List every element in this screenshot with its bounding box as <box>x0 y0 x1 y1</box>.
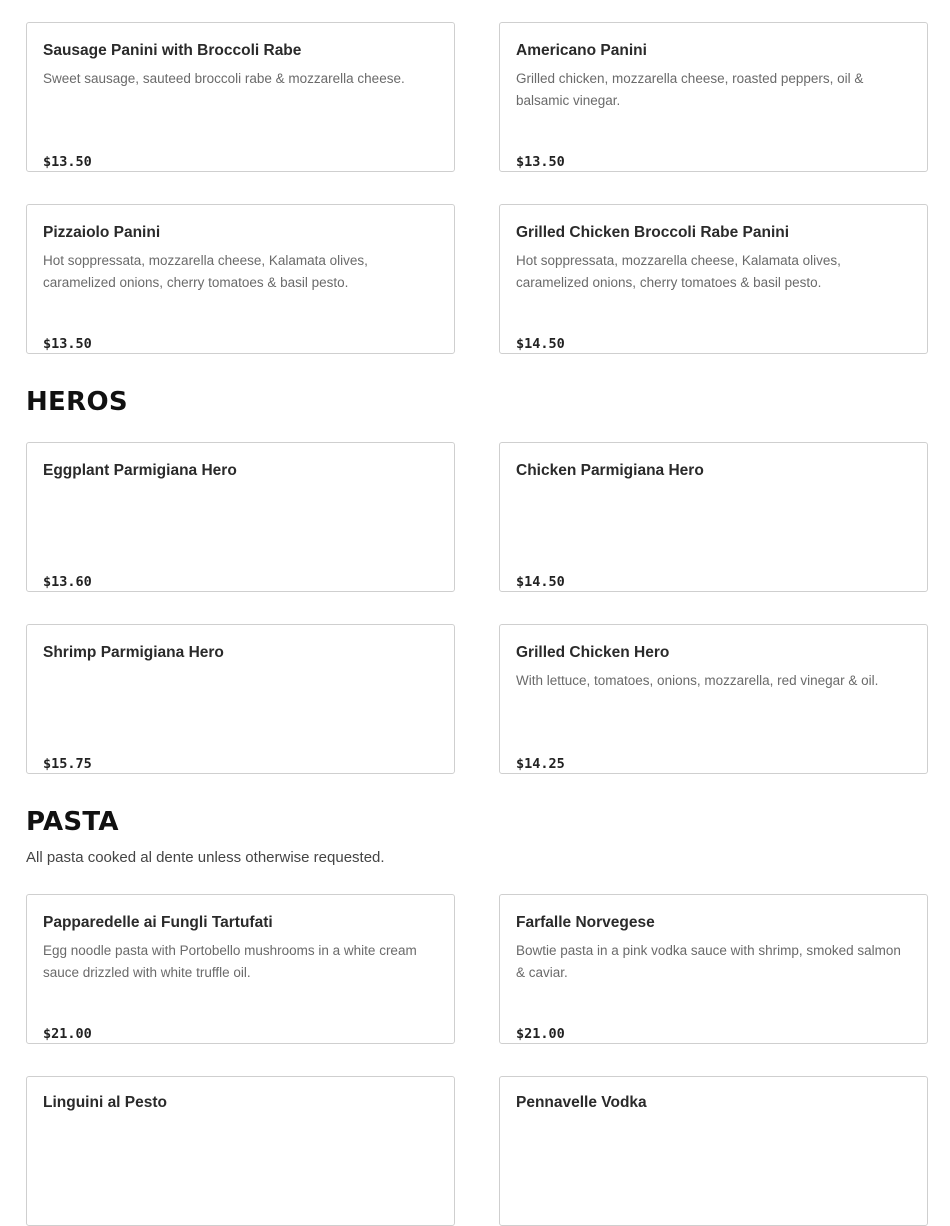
item-description: Hot soppressata, mozzarella cheese, Kalamata olives, caramelized onions, cherry tomatoes & basil pesto. <box>516 253 841 290</box>
item-price: $13.60 <box>43 574 92 590</box>
section-title-heros: HEROS <box>26 387 128 417</box>
item-price: $13.50 <box>43 154 92 170</box>
menu-item-card[interactable] <box>26 894 455 1044</box>
item-price: $21.00 <box>43 1026 92 1042</box>
item-name: Sausage Panini with Broccoli Rabe <box>43 42 302 59</box>
item-name: Chicken Parmigiana Hero <box>516 462 704 479</box>
item-description: Egg noodle pasta with Portobello mushrooms in a white cream sauce drizzled with white truffle oil. <box>43 943 417 980</box>
menu-item-card[interactable] <box>499 1076 928 1226</box>
item-name: Pizzaiolo Panini <box>43 224 161 241</box>
menu-item-card[interactable] <box>26 624 455 774</box>
item-description: Sweet sausage, sauteed broccoli rabe & mozzarella cheese. <box>43 71 405 86</box>
item-price: $14.25 <box>516 756 565 772</box>
item-name: Grilled Chicken Hero <box>516 644 670 661</box>
menu-item-card[interactable] <box>26 204 455 354</box>
menu-item-card[interactable] <box>26 442 455 592</box>
section-note: All pasta cooked al dente unless otherwise requested. <box>26 849 385 866</box>
menu-item-card[interactable] <box>499 442 928 592</box>
item-description: With lettuce, tomatoes, onions, mozzarella, red vinegar & oil. <box>516 673 879 688</box>
item-name: Papparedelle ai Fungli Tartufati <box>43 914 273 931</box>
menu-item-card[interactable] <box>26 1076 455 1226</box>
item-name: Eggplant Parmigiana Hero <box>43 462 237 479</box>
menu-item-card[interactable] <box>26 22 455 172</box>
section-title-pasta: PASTA <box>26 807 119 837</box>
item-price: $13.50 <box>516 154 565 170</box>
item-name: Farfalle Norvegese <box>516 914 655 931</box>
item-price: $14.50 <box>516 574 565 590</box>
item-price: $14.50 <box>516 336 565 352</box>
menu-item-card[interactable] <box>499 204 928 354</box>
item-name: Americano Panini <box>516 42 647 59</box>
item-name: Pennavelle Vodka <box>516 1094 647 1111</box>
menu-item-card[interactable] <box>499 624 928 774</box>
item-name: Linguini al Pesto <box>43 1094 168 1111</box>
item-price: $13.50 <box>43 336 92 352</box>
menu-item-card[interactable] <box>499 22 928 172</box>
item-description: Grilled chicken, mozzarella cheese, roasted peppers, oil & balsamic vinegar. <box>516 71 864 108</box>
item-description: Bowtie pasta in a pink vodka sauce with shrimp, smoked salmon & caviar. <box>516 943 901 980</box>
item-name: Grilled Chicken Broccoli Rabe Panini <box>516 224 790 241</box>
item-name: Shrimp Parmigiana Hero <box>43 644 224 661</box>
menu-item-card[interactable] <box>499 894 928 1044</box>
item-description: Hot soppressata, mozzarella cheese, Kalamata olives, caramelized onions, cherry tomatoes & basil pesto. <box>43 253 368 290</box>
item-price: $15.75 <box>43 756 92 772</box>
item-price: $21.00 <box>516 1026 565 1042</box>
